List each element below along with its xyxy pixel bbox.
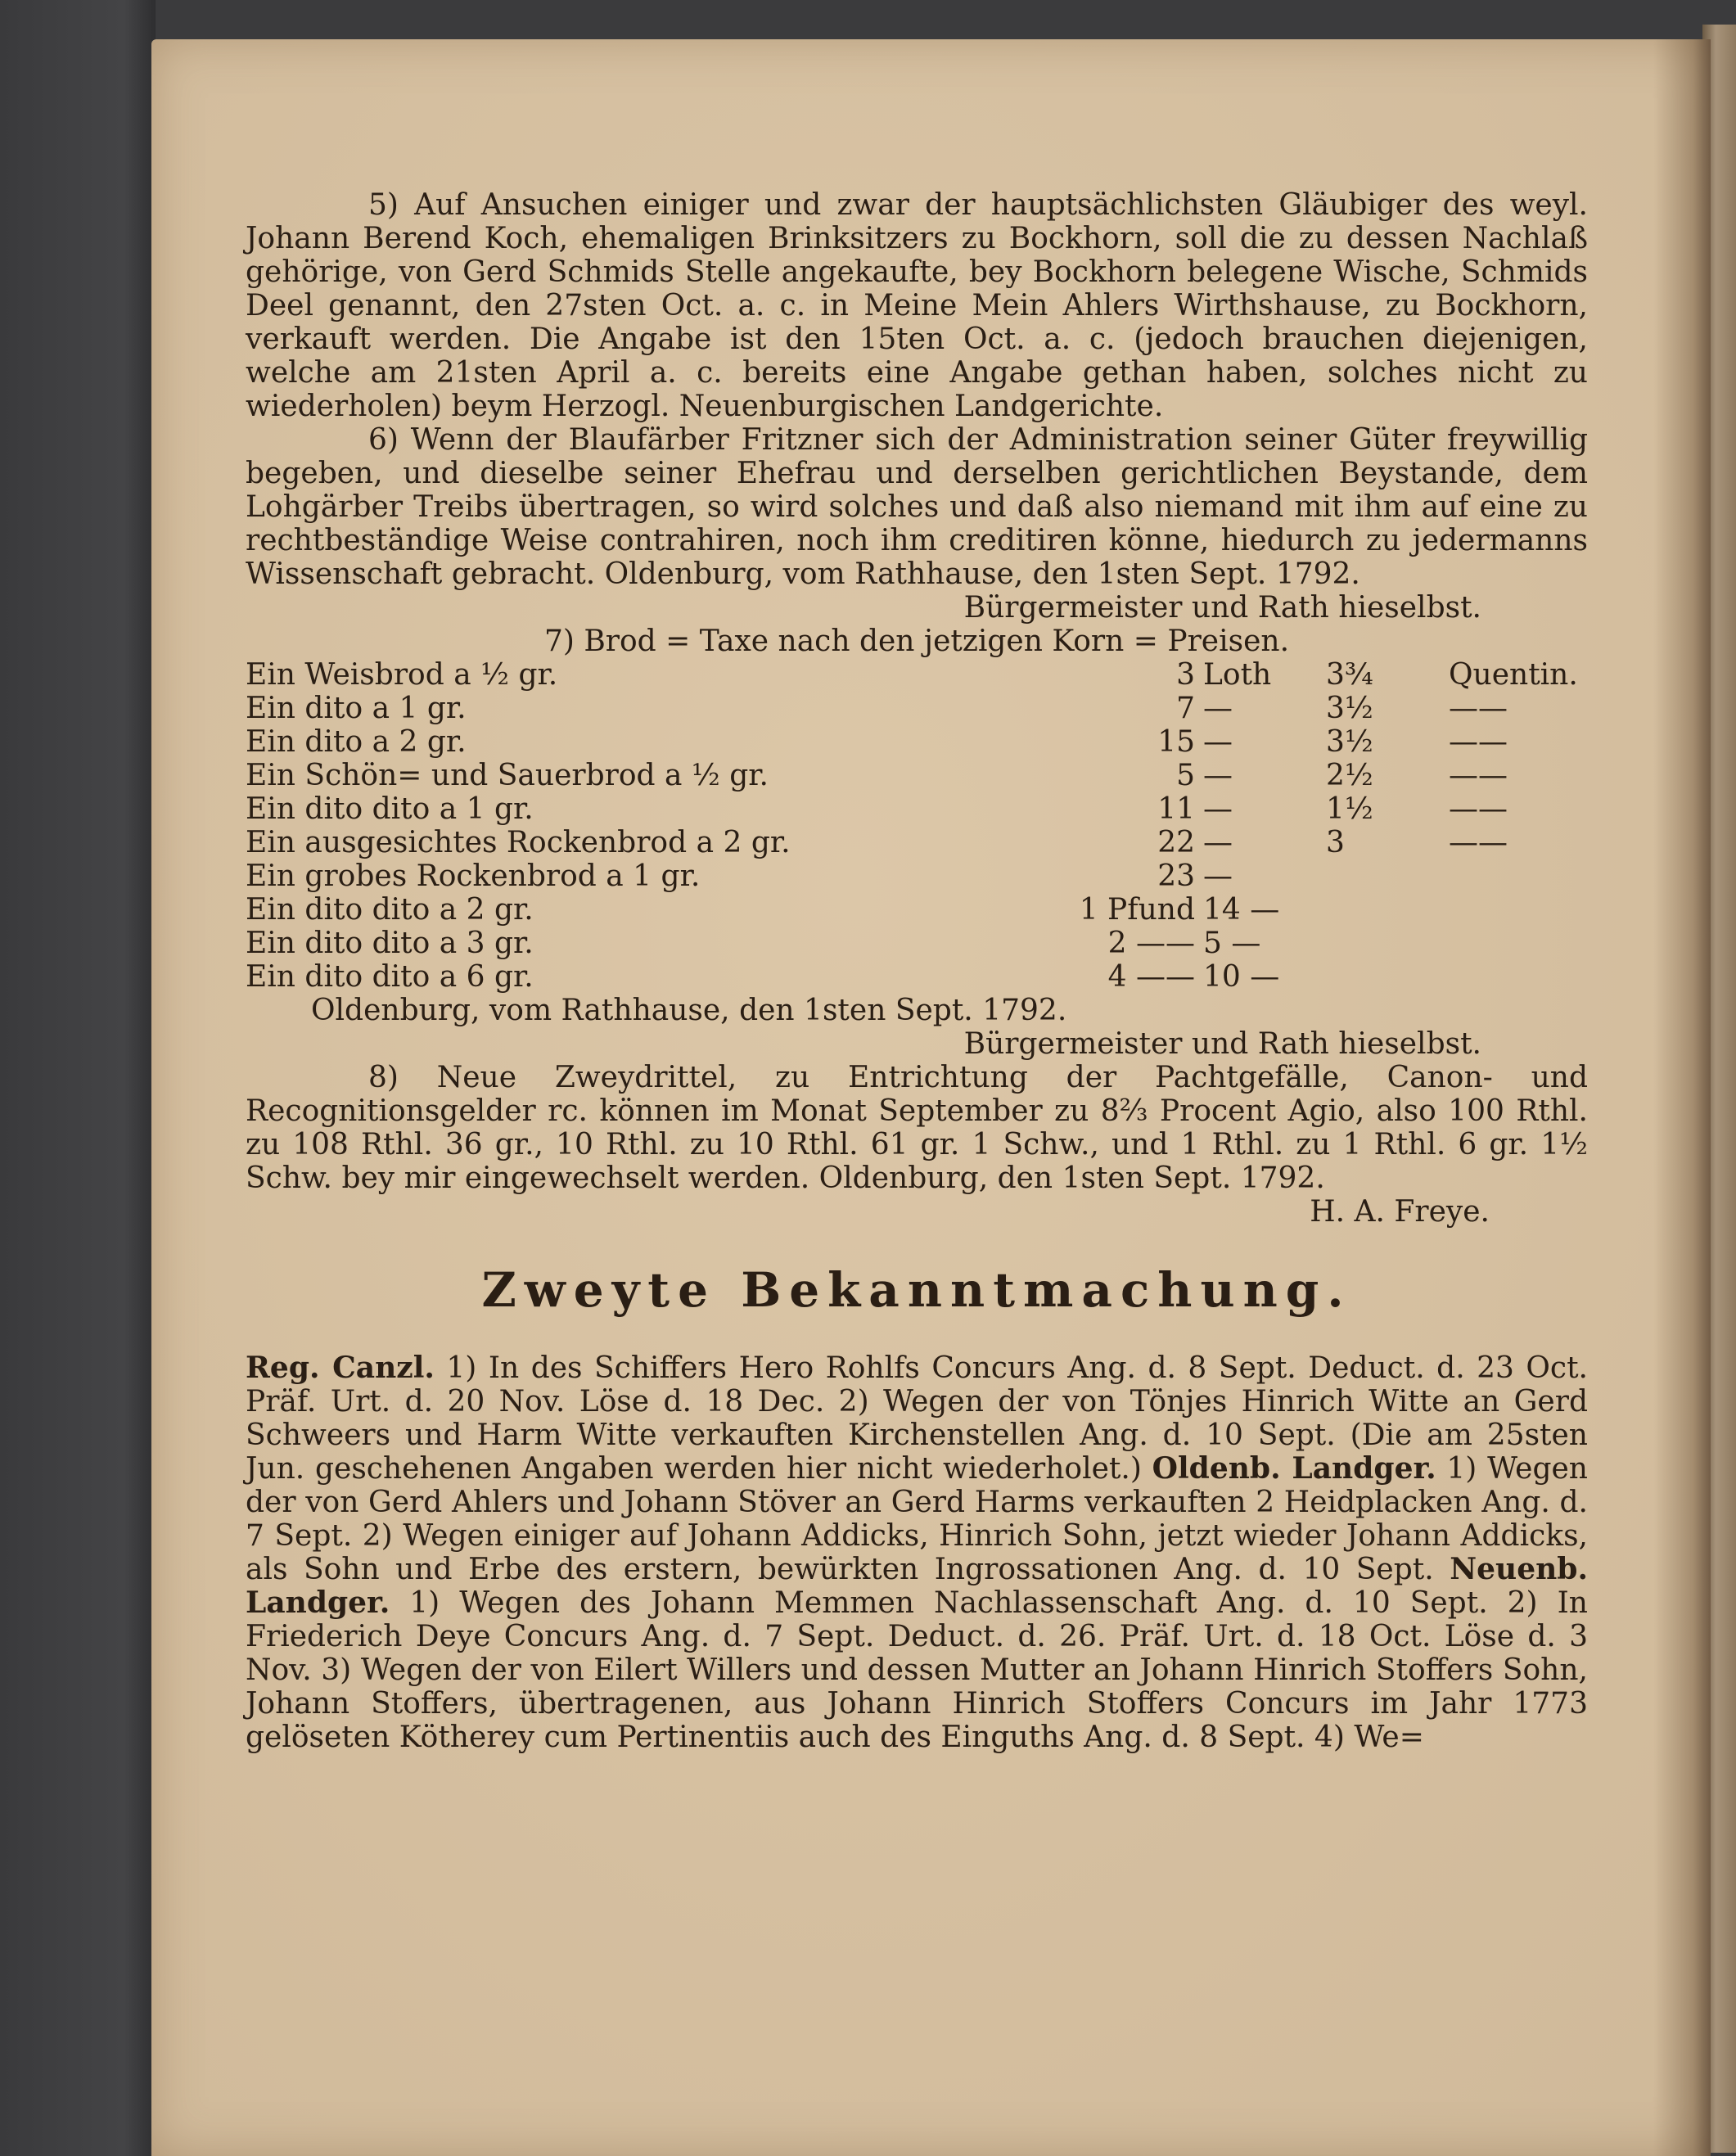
bread-weight-d [1449,859,1588,893]
reg-canzl-text: 1) In des Schiffers Hero Rohlfs Concurs Ang. d. 8 Sept. Deduct. d. 23 Oct. Präf. Urt. d. 20 Nov. Löse d. 18 Dec. 2) Wegen der von Tönjes Hinrich Witte an Gerd Schweers und Harm Witte verkauften Kirchenstellen Ang. d. 10 Sept. (Die am 25sten Jun. geschehenen Angaben werden hier nicht wiederholet.) [246,1351,1588,1486]
bread-name: Ein Schön= und Sauerbrod a ½ gr. [246,759,769,792]
bread-row [246,692,1588,725]
bread-weight-d [1449,927,1588,960]
bread-weight-b: — [1203,859,1233,893]
notice-8-signature: H. A. Freye. [1310,1195,1490,1229]
bread-weight-b: 14 — [1203,893,1280,927]
bread-weight-b: — [1203,725,1233,759]
bread-weight-a: 7 [1176,692,1195,725]
bread-weight-a: 15 [1157,725,1195,759]
bread-row [246,859,1588,893]
bread-tax-signature: Bürgermeister und Rath hieselbst. [963,1027,1481,1061]
bread-weight-d: —— [1449,826,1508,859]
bread-name: Ein Weisbrod a ½ gr. [246,658,558,692]
bread-name: Ein dito dito a 1 gr. [246,792,534,826]
bread-weight-c: 3¾ [1326,658,1373,692]
bread-weight-a: 11 [1157,792,1195,826]
bread-weight-d: —— [1449,725,1508,759]
bread-weight-a: 22 [1157,826,1195,859]
bread-weight-b: — [1203,692,1233,725]
bread-weight-b: — [1203,826,1233,859]
section2-text [246,1351,1588,1754]
section-heading: Zweyte Bekanntmachung. [481,1262,1352,1318]
bread-tax-place-date: Oldenburg, vom Rathhause, den 1sten Sept. 1792. [311,994,1067,1027]
bread-weight-c [1326,927,1449,960]
bread-name: Ein dito dito a 2 gr. [246,893,534,927]
oldenb-landger-text: 1) Wegen der von Gerd Ahlers und Johann Stöver an Gerd Harms verkauften 2 Heidplacken Ang. d. 7 Sept. 2) Wegen einiger auf Johann Addicks, Hinrich Sohn, jetzt wieder Johann Addicks, als Sohn und Erbe des erstern, bewürkten Ingrossationen Ang. d. 10 Sept. [246,1452,1588,1586]
scan-background [0,0,156,2156]
bread-weight-a: 3 [1176,658,1195,692]
bread-name: Ein dito dito a 6 gr. [246,960,534,994]
bread-row [246,893,1588,927]
bread-weight-d: —— [1449,792,1508,826]
bread-weight-c: 1½ [1326,792,1373,826]
bread-weight-b: — [1203,792,1233,826]
bread-row [246,759,1588,792]
bread-weight-c: 2½ [1326,759,1373,792]
notice-6-signature: Bürgermeister und Rath hieselbst. [963,591,1481,625]
bread-weight-c [1326,960,1449,994]
bread-name: Ein dito a 2 gr. [246,725,467,759]
bread-weight-d: Quentin. [1449,658,1578,692]
bread-name: Ein grobes Rockenbrod a 1 gr. [246,859,701,893]
bread-weight-b: 10 — [1203,960,1280,994]
bread-row [246,826,1588,859]
bread-weight-d [1449,893,1588,927]
bread-weight-d: —— [1449,759,1508,792]
neuenb-landger-text: 1) Wegen des Johann Memmen Nachlassenschaft Ang. d. 10 Sept. 2) In Friederich Deye Concurs Ang. d. 7 Sept. Deduct. d. 26. Präf. Urt. d. 18 Oct. Löse d. 3 Nov. 3) Wegen der von Eilert Willers und dessen Mutter an Johann Hinrich Stoffers Sohn, Johann Stoffers, übertragenen, aus Johann Hinrich Stoffers Concurs im Jahr 1773 gelöseten Kötherey cum Pertinentiis auch des Einguths Ang. d. 8 Sept. 4) We= [246,1586,1588,1754]
bread-row [246,927,1588,960]
bread-weight-a: 1 Pfund [1079,893,1195,927]
bread-row [246,725,1588,759]
bread-weight-c [1326,893,1449,927]
bread-weight-a: 2 —— [1107,927,1195,960]
bread-name: Ein dito a 1 gr. [246,692,467,725]
bread-weight-a: 5 [1176,759,1195,792]
bread-weight-a: 4 —— [1107,960,1195,994]
page-gutter-shadow [1653,39,1711,2156]
bread-name: Ein ausgesichtes Rockenbrod a 2 gr. [246,826,791,859]
bread-weight-c: 3½ [1326,692,1373,725]
notice-6: 6) Wenn der Blaufärber Fritzner sich der Administration seiner Güter freywillig begeben, und dieselbe seiner Ehefrau und derselben gerichtlichen Beystande, dem Lohgärber Treibs übertragen, so wird solches und daß also niemand mit ihm auf eine zu rechtbeständige Weise contrahiren, noch ihm creditiren könne, hiedurch zu jedermanns Wissenschaft gebracht. Oldenburg, vom Rathhause, den 1sten Sept. 1792. [246,423,1588,591]
bread-weight-b: Loth [1203,658,1272,692]
bread-row [246,960,1588,994]
bread-weight-c [1326,859,1449,893]
bread-row [246,658,1588,692]
notice-8: 8) Neue Zweydrittel, zu Entrichtung der Pachtgefälle, Canon- und Recognitionsgelder rc. können im Monat September zu 8⅔ Procent Agio, also 100 Rthl. zu 108 Rthl. 36 gr., 10 Rthl. zu 10 Rthl. 61 gr. 1 Schw., und 1 Rthl. zu 1 Rthl. 6 gr. 1½ Schw. bey mir eingewechselt werden. Oldenburg, den 1sten Sept. 1792. [246,1061,1588,1195]
bread-tax-table [246,658,1588,994]
page-text [246,188,1588,1754]
bread-weight-d: —— [1449,692,1508,725]
bread-weight-c: 3 [1326,826,1345,859]
bread-weight-c: 3½ [1326,725,1373,759]
bread-weight-b: — [1203,759,1233,792]
bread-weight-d [1449,960,1588,994]
reg-canzl-label: Reg. Canzl. [246,1351,435,1385]
bread-weight-b: 5 — [1203,927,1261,960]
bread-name: Ein dito dito a 3 gr. [246,927,534,960]
bread-weight-a: 23 [1157,859,1195,893]
oldenb-landger-label: Oldenb. Landger. [1152,1451,1436,1486]
bread-tax-title: 7) Brod = Taxe nach den jetzigen Korn = Preisen. [543,625,1290,658]
notice-5: 5) Auf Ansuchen einiger und zwar der hauptsächlichsten Gläubiger des weyl. Johann Berend Koch, ehemaligen Brinksitzers zu Bockhorn, soll die zu dessen Nachlaß gehörige, von Gerd Schmids Stelle angekaufte, bey Bockhorn belegene Wische, Schmids Deel genannt, den 27sten Oct. a. c. in Meine Mein Ahlers Wirthshause, zu Bockhorn, verkauft werden. Die Angabe ist den 15ten Oct. a. c. (jedoch brauchen diejenigen, welche am 21sten April a. c. bereits eine Angabe gethan haben, solches nicht zu wiederholen) beym Herzogl. Neuenburgischen Landgerichte. [246,188,1588,423]
bread-row [246,792,1588,826]
neuenb-landger-label: Neuenb. Landger. [246,1552,1588,1620]
